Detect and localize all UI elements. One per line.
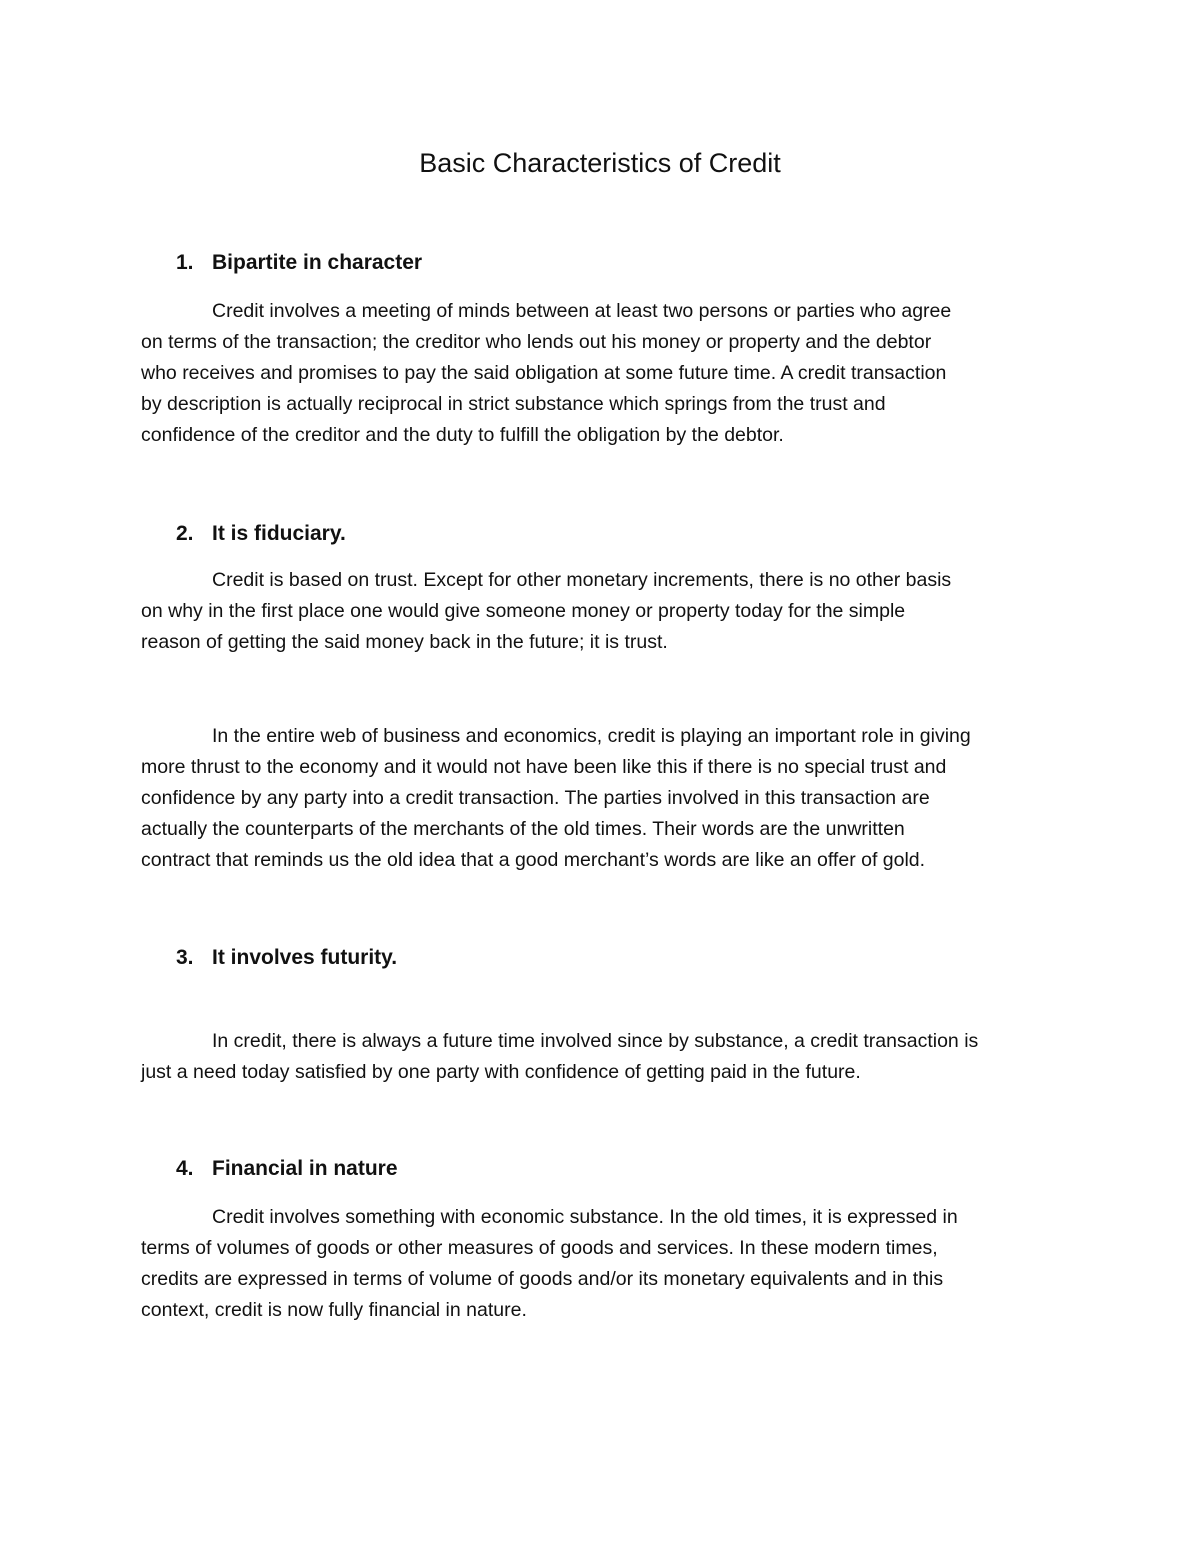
text-line: confidence by any party into a credit transaction. The parties involved in this transaction are [141,787,930,809]
section-3-number: 3. [176,946,194,969]
text-line: context, credit is now fully financial in nature. [141,1299,527,1321]
section-1-heading [176,248,422,278]
document-title: Basic Characteristics of Credit [419,148,781,178]
section-2-heading [176,519,346,549]
section-1-paragraph-1 [141,296,1061,451]
section-4-heading [176,1154,398,1184]
text-line: actually the counterparts of the merchants of the old times. Their words are the unwritten [141,818,905,840]
text-line: by description is actually reciprocal in strict substance which springs from the trust and [141,393,886,415]
text-line: just a need today satisfied by one party with confidence of getting paid in the future. [141,1061,861,1083]
text-line: who receives and promises to pay the said obligation at some future time. A credit transaction [141,362,947,384]
text-line: more thrust to the economy and it would not have been like this if there is no special trust and [141,756,947,778]
text-line: contract that reminds us the old idea that a good merchant’s words are like an offer of gold. [141,849,926,871]
section-1-number: 1. [176,251,194,274]
text-line: Credit involves a meeting of minds between at least two persons or parties who agree [212,300,952,322]
text-line: In credit, there is always a future time involved since by substance, a credit transaction is [212,1030,979,1052]
text-line: on terms of the transaction; the creditor who lends out his money or property and the debtor [141,331,932,353]
text-line: terms of volumes of goods or other measures of goods and services. In these modern times, [141,1237,938,1259]
text-line: confidence of the creditor and the duty to fulfill the obligation by the debtor. [141,424,784,446]
section-2-number: 2. [176,522,194,545]
section-2-paragraph-1 [141,565,1061,658]
section-4-paragraph-1 [141,1202,1061,1326]
section-1-title: Bipartite in character [212,251,423,274]
section-4-title: Financial in nature [212,1157,398,1180]
text-line: credits are expressed in terms of volume of goods and/or its monetary equivalents and in this [141,1268,944,1290]
section-2-title: It is fiduciary. [212,522,346,545]
section-3-heading [176,943,397,973]
text-line: reason of getting the said money back in the future; it is trust. [141,631,668,653]
text-line: Credit involves something with economic substance. In the old times, it is expressed in [212,1206,958,1228]
text-line: Credit is based on trust. Except for other monetary increments, there is no other basis [212,569,952,591]
section-4-number: 4. [176,1157,194,1180]
text-line: In the entire web of business and economics, credit is playing an important role in giving [212,725,971,747]
section-3-paragraph-1 [141,1026,1061,1088]
section-2-paragraph-2 [141,721,1061,876]
section-3-title: It involves futurity. [212,946,398,969]
text-line: on why in the first place one would give someone money or property today for the simple [141,600,906,622]
